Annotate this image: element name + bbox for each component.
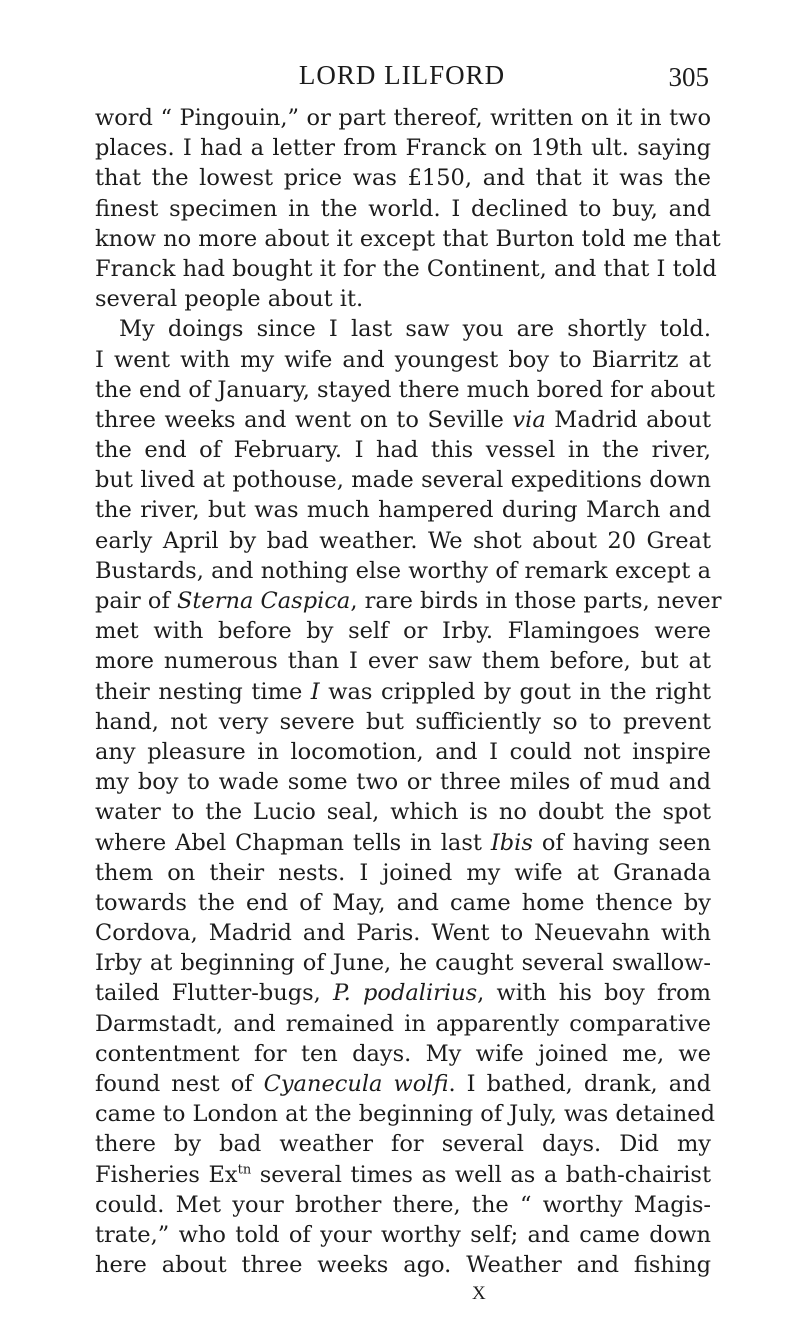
text-line: Irby at beginning of June, he caught several swallow- bbox=[95, 950, 711, 977]
running-title: LORD LILFORD bbox=[298, 60, 506, 90]
signature-mark: X bbox=[472, 1283, 486, 1304]
text-line: early April by bad weather. We shot about 20 Great bbox=[95, 527, 711, 554]
text-line: came to London at the beginning of July, was detained bbox=[95, 1101, 715, 1128]
text-line: tailed Flutter-bugs, P. podalirius, with his boy from bbox=[95, 980, 711, 1007]
text-line: word “ Pingouin,” or part thereof, written on it in two bbox=[95, 105, 711, 131]
text-line: found nest of Cyanecula wolfi. I bathed, drank, and bbox=[95, 1071, 712, 1097]
text-line: that the lowest price was £150, and that it was the bbox=[95, 165, 711, 192]
text-line: them on their nests. I joined my wife at Granada bbox=[95, 859, 711, 886]
paragraph-first-line: My doings since I last saw you are shortly told. bbox=[119, 316, 711, 343]
text-line: several people about it. bbox=[95, 286, 364, 313]
text-line: three weeks and went on to Seville via Madrid about bbox=[95, 406, 711, 433]
text-line: any pleasure in locomotion, and I could not inspire bbox=[95, 738, 711, 765]
page-number: 305 bbox=[668, 62, 709, 92]
text-line: their nesting time I was crippled by gout in the right bbox=[95, 678, 711, 705]
text-line: Cordova, Madrid and Paris. Went to Neuevahn with bbox=[95, 920, 711, 947]
text-line: I went with my wife and youngest boy to Biarritz at bbox=[95, 346, 711, 373]
fisheries-superscript: tn bbox=[237, 1162, 252, 1178]
text-line: places. I had a letter from Franck on 19th ult. saying bbox=[95, 135, 711, 162]
body-text bbox=[95, 103, 722, 1280]
text-line: contentment for ten days. My wife joined me, we bbox=[95, 1040, 711, 1067]
text-line: trate,” who told of your worthy self; and came down bbox=[95, 1221, 711, 1248]
text-line: pair of Sterna Caspica, rare birds in those parts, never bbox=[95, 588, 722, 614]
text-line-fisheries bbox=[95, 1160, 711, 1190]
text-line: my boy to wade some two or three miles of mud and bbox=[95, 769, 711, 796]
fisheries-rest: several times as well as a bath-chairist bbox=[251, 1161, 711, 1188]
text-line: where Abel Chapman tells in last Ibis of having seen bbox=[95, 829, 711, 856]
text-line: could. Met your brother there, the “ worthy Magis- bbox=[95, 1191, 711, 1218]
text-line: the end of February. I had this vessel in the river, bbox=[95, 437, 711, 464]
text-line: the end of January, stayed there much bored for about bbox=[95, 376, 715, 403]
text-line: Darmstadt, and remained in apparently comparative bbox=[95, 1010, 711, 1037]
text-line: finest specimen in the world. I declined to buy, and bbox=[95, 195, 711, 222]
text-line: there by bad weather for several days. Did my bbox=[95, 1131, 711, 1158]
text-line: the river, but was much hampered during March and bbox=[95, 497, 711, 524]
text-line: Franck had bought it for the Continent, and that I told bbox=[95, 255, 717, 282]
text-line: hand, not very severe but sufficiently so to prevent bbox=[95, 708, 711, 735]
text-line: water to the Lucio seal, which is no doubt the spot bbox=[95, 799, 711, 826]
text-line: Bustards, and nothing else worthy of remark except a bbox=[95, 557, 711, 584]
running-head bbox=[95, 60, 709, 96]
text-line: here about three weeks ago. Weather and fishing bbox=[95, 1252, 711, 1279]
text-line: know no more about it except that Burton told me that bbox=[95, 225, 721, 252]
text-line: but lived at pothouse, made several expeditions down bbox=[95, 467, 711, 494]
fisheries-abbrev: Fisheries Ex bbox=[95, 1161, 238, 1188]
text-line: more numerous than I ever saw them before, but at bbox=[95, 648, 711, 675]
text-line: met with before by self or Irby. Flamingoes were bbox=[95, 618, 711, 645]
text-line: towards the end of May, and came home thence by bbox=[95, 889, 711, 916]
